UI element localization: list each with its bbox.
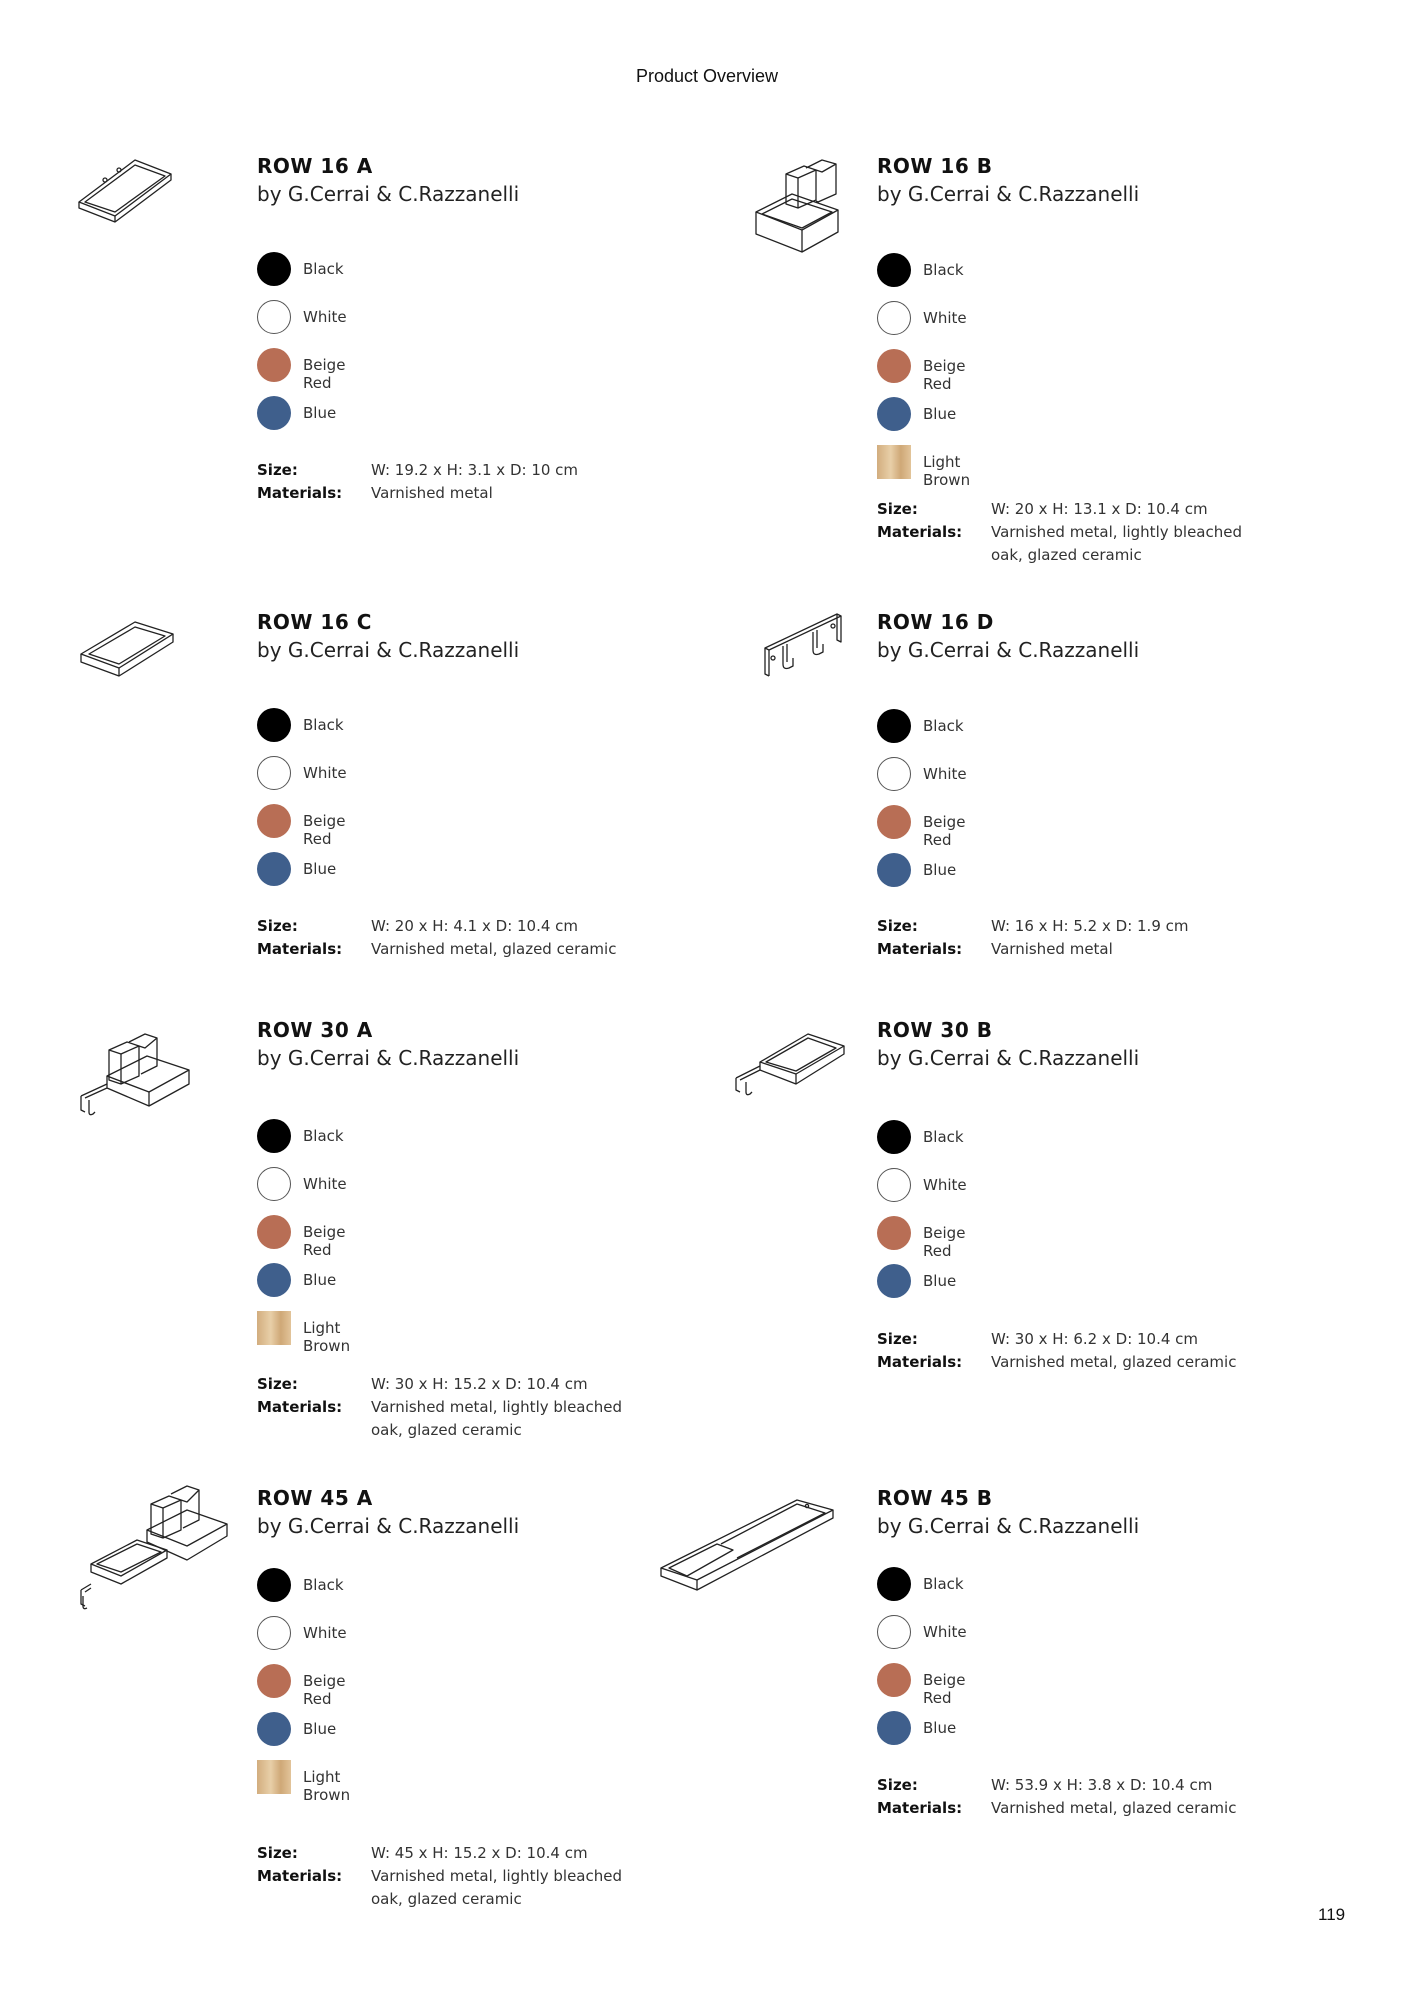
tray-ceramic-icon (77, 614, 177, 684)
product-specs (877, 1774, 1251, 1820)
long-shelf-tray-icon (657, 1488, 837, 1608)
product-designer: by G.Cerrai & C.Razzanelli (877, 1046, 1140, 1070)
color-label: Black (923, 1575, 964, 1593)
tray-with-cups-icon (752, 154, 842, 254)
color-label: White (923, 1176, 967, 1194)
color-label: Blue (923, 1272, 957, 1290)
size-value: W: 30 x H: 6.2 x D: 10.4 cm (991, 1330, 1199, 1348)
product-specs (877, 1328, 1251, 1374)
color-label: Beige Red (923, 1671, 966, 1707)
color-label: Light Brown (303, 1319, 351, 1355)
color-swatch-beige-red (877, 1216, 911, 1250)
color-swatch-blue (257, 1263, 291, 1297)
color-swatch-white (877, 1615, 911, 1649)
color-swatch-blue (877, 853, 911, 887)
color-swatch-black (257, 1568, 291, 1602)
color-label: Beige Red (303, 1672, 346, 1708)
color-label: Black (303, 1127, 344, 1145)
color-swatch-black (257, 1119, 291, 1153)
color-label: Beige Red (303, 356, 346, 392)
size-label: Size: (257, 1844, 298, 1862)
product-specs (257, 459, 631, 505)
color-label: Beige Red (923, 813, 966, 849)
materials-label: Materials: (877, 940, 963, 958)
size-label: Size: (877, 1330, 918, 1348)
size-label: Size: (877, 917, 918, 935)
color-label: Black (303, 260, 344, 278)
materials-label: Materials: (257, 484, 343, 502)
color-swatch-white (257, 1167, 291, 1201)
color-label: Light Brown (923, 453, 971, 489)
color-label: Blue (303, 1720, 337, 1738)
product-name: ROW 30 A (257, 1018, 373, 1042)
color-label: Light Brown (303, 1768, 351, 1804)
wall-tray-icon (732, 1024, 847, 1094)
product-designer: by G.Cerrai & C.Razzanelli (257, 1046, 520, 1070)
product-name: ROW 16 A (257, 154, 373, 178)
color-swatch-black (257, 252, 291, 286)
color-label: Beige Red (303, 1223, 346, 1259)
materials-label: Materials: (257, 1867, 343, 1885)
color-swatch-beige-red (257, 804, 291, 838)
page-title: Product Overview (635, 66, 779, 86)
long-wall-tray-cups-icon (77, 1480, 232, 1610)
product-designer: by G.Cerrai & C.Razzanelli (877, 638, 1140, 662)
color-swatch-blue (257, 1712, 291, 1746)
color-swatch-beige-red (257, 1664, 291, 1698)
materials-label: Materials: (877, 1353, 963, 1371)
materials-value: Varnished metal (371, 484, 493, 502)
color-swatch-black (877, 253, 911, 287)
color-label: Black (923, 1128, 964, 1146)
color-label: Black (923, 717, 964, 735)
color-swatch-blue (257, 396, 291, 430)
product-specs (257, 915, 631, 961)
color-swatch-blue (877, 397, 911, 431)
color-swatch-beige-red (877, 805, 911, 839)
materials-value: Varnished metal, glazed ceramic (991, 1353, 1237, 1371)
materials-label: Materials: (877, 1799, 963, 1817)
color-swatch-black (257, 708, 291, 742)
color-label: Black (303, 716, 344, 734)
size-value: W: 19.2 x H: 3.1 x D: 10 cm (371, 461, 579, 479)
size-label: Size: (257, 917, 298, 935)
color-swatch-black (877, 1567, 911, 1601)
product-name: ROW 30 B (877, 1018, 993, 1042)
color-label: Blue (303, 1271, 337, 1289)
product-specs (257, 1373, 631, 1442)
color-swatch-black (877, 1120, 911, 1154)
color-label: Beige Red (303, 812, 346, 848)
color-swatch-blue (877, 1264, 911, 1298)
double-hook-icon (757, 606, 847, 681)
product-card (877, 1484, 1414, 1864)
materials-label: Materials: (257, 1398, 343, 1416)
color-label: Blue (923, 861, 957, 879)
product-designer: by G.Cerrai & C.Razzanelli (877, 182, 1140, 206)
product-name: ROW 16 C (257, 610, 372, 634)
color-swatch-light-brown (257, 1311, 291, 1345)
color-label: Beige Red (923, 1224, 966, 1260)
color-swatch-blue (877, 1711, 911, 1745)
color-swatch-beige-red (257, 1215, 291, 1249)
size-value: W: 20 x H: 13.1 x D: 10.4 cm (991, 500, 1208, 518)
materials-value: Varnished metal, lightly bleached oak, glazed ceramic (371, 1398, 622, 1439)
color-label: Black (923, 261, 964, 279)
color-label: White (303, 1624, 347, 1642)
materials-value: Varnished metal (991, 940, 1113, 958)
product-specs (257, 1842, 631, 1911)
product-name: ROW 45 B (877, 1486, 993, 1510)
product-card (877, 152, 1414, 572)
product-name: ROW 45 A (257, 1486, 373, 1510)
product-designer: by G.Cerrai & C.Razzanelli (877, 1514, 1140, 1538)
materials-value: Varnished metal, lightly bleached oak, glazed ceramic (371, 1867, 622, 1908)
color-label: White (303, 1175, 347, 1193)
product-designer: by G.Cerrai & C.Razzanelli (257, 638, 520, 662)
wall-tray-cups-icon (77, 1026, 192, 1116)
product-name: ROW 16 D (877, 610, 994, 634)
color-label: Blue (303, 404, 337, 422)
color-label: White (303, 308, 347, 326)
color-label: White (303, 764, 347, 782)
color-swatch-light-brown (257, 1760, 291, 1794)
size-label: Size: (877, 500, 918, 518)
page-number: 119 (1318, 1905, 1346, 1924)
color-swatch-white (877, 1168, 911, 1202)
size-value: W: 53.9 x H: 3.8 x D: 10.4 cm (991, 1776, 1213, 1794)
color-label: Blue (923, 1719, 957, 1737)
product-name: ROW 16 B (877, 154, 993, 178)
size-value: W: 16 x H: 5.2 x D: 1.9 cm (991, 917, 1189, 935)
color-swatch-white (257, 300, 291, 334)
color-swatch-white (257, 756, 291, 790)
color-label: Blue (303, 860, 337, 878)
size-label: Size: (257, 1375, 298, 1393)
color-swatch-beige-red (877, 349, 911, 383)
materials-value: Varnished metal, lightly bleached oak, glazed ceramic (991, 523, 1242, 564)
color-swatch-white (257, 1616, 291, 1650)
color-swatch-beige-red (877, 1663, 911, 1697)
product-card (877, 608, 1414, 988)
size-label: Size: (257, 461, 298, 479)
materials-value: Varnished metal, glazed ceramic (991, 1799, 1237, 1817)
color-swatch-blue (257, 852, 291, 886)
color-swatch-beige-red (257, 348, 291, 382)
size-label: Size: (877, 1776, 918, 1794)
color-label: Blue (923, 405, 957, 423)
color-label: White (923, 765, 967, 783)
color-label: White (923, 309, 967, 327)
size-value: W: 30 x H: 15.2 x D: 10.4 cm (371, 1375, 588, 1393)
size-value: W: 45 x H: 15.2 x D: 10.4 cm (371, 1844, 588, 1862)
color-swatch-light-brown (877, 445, 911, 479)
product-specs (877, 498, 1251, 567)
size-value: W: 20 x H: 4.1 x D: 10.4 cm (371, 917, 579, 935)
product-card (877, 1016, 1414, 1396)
color-label: White (923, 1623, 967, 1641)
color-label: Black (303, 1576, 344, 1594)
materials-label: Materials: (877, 523, 963, 541)
materials-label: Materials: (257, 940, 343, 958)
product-designer: by G.Cerrai & C.Razzanelli (257, 182, 520, 206)
color-swatch-black (877, 709, 911, 743)
color-swatch-white (877, 301, 911, 335)
color-label: Beige Red (923, 357, 966, 393)
product-specs (877, 915, 1251, 961)
product-designer: by G.Cerrai & C.Razzanelli (257, 1514, 520, 1538)
tray-small-icon (75, 152, 175, 232)
materials-value: Varnished metal, glazed ceramic (371, 940, 617, 958)
color-swatch-white (877, 757, 911, 791)
